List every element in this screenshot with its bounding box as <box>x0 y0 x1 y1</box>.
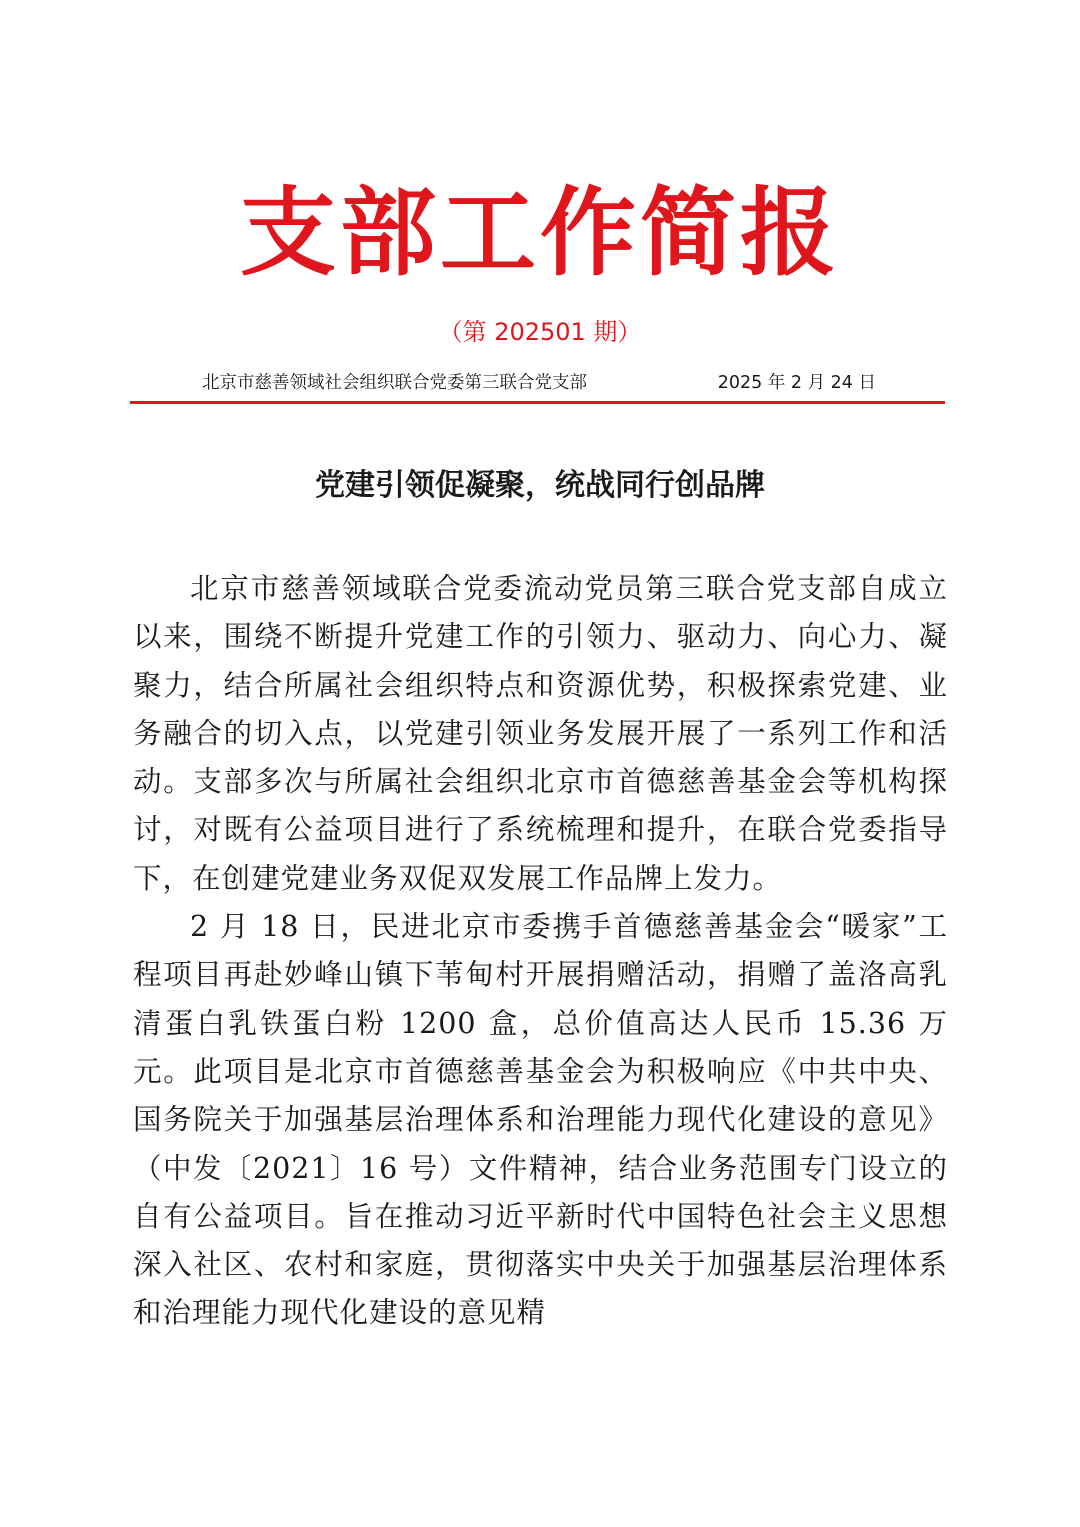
red-divider-rule <box>130 401 945 404</box>
publication-info-line <box>132 368 944 398</box>
paragraph: 2 月 18 日，民进北京市委携手首德慈善基金会“暖家”工程项目再赴妙峰山镇下苇甸村开展捐赠活动，捐赠了盖洛高乳清蛋白乳铁蛋白粉 1200 盒，总价值高达人民币 15.36 万元。此项目是北京市首德慈善基金会为积极响应《中共中央、国务院关于加强基层治理体系和治理能力现代化建设的意见》（中发〔2021〕16 号）文件精神，结合业务范围专门设立的自有公益项目。旨在推动习近平新时代中国特色社会主义思想深入社区、农村和家庭，贯彻落实中央关于加强基层治理体系和治理能力现代化建设的意见精 <box>133 910 948 1330</box>
publication-date: 2025 年 2 月 24 日 <box>717 373 876 393</box>
article-title: 党建引领促凝聚，统战同行创品牌 <box>315 468 765 503</box>
issuing-organization: 北京市慈善领域社会组织联合党委第三联合党支部 <box>202 373 587 393</box>
newsletter-masthead-title: 支部工作简报 <box>240 176 840 289</box>
article-body <box>133 565 948 1338</box>
issue-number: （第 202501 期） <box>438 318 642 346</box>
paragraph: 北京市慈善领域联合党委流动党员第三联合党支部自成立以来，围绕不断提升党建工作的引领力、驱动力、向心力、凝聚力，结合所属社会组织特点和资源优势，积极探索党建、业务融合的切入点，以党建引领业务发展开展了一系列工作和活动。支部多次与所属社会组织北京市首德慈善基金会等机构探讨，对既有公益项目进行了系统梳理和提升，在联合党委指导下，在创建党建业务双促双发展工作品牌上发力。 <box>133 572 948 895</box>
